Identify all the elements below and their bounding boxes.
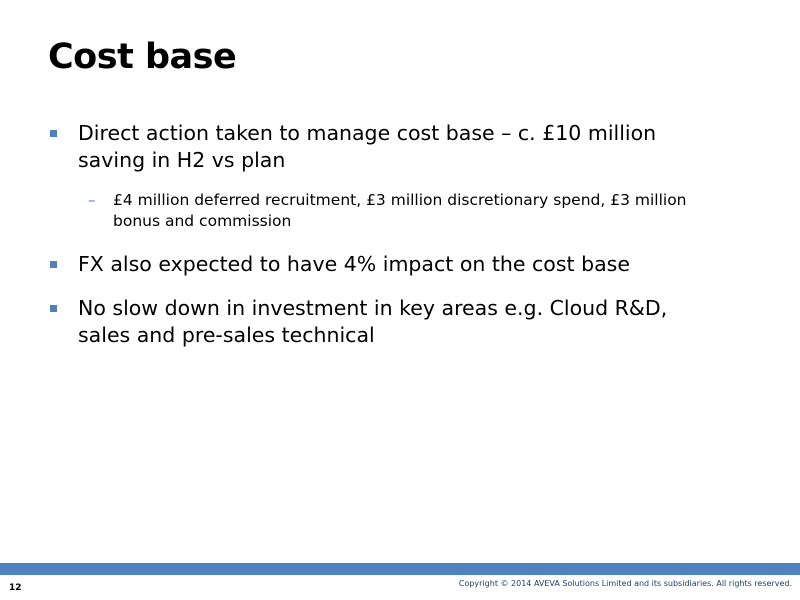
footer-bar xyxy=(0,563,800,575)
square-bullet-icon xyxy=(50,130,57,137)
bullet-text: No slow down in investment in key areas e.g. Cloud R&D, sales and pre-sales technical xyxy=(78,296,668,347)
square-bullet-icon xyxy=(50,305,57,312)
page-number: 12 xyxy=(9,583,22,593)
copyright-notice: Copyright © 2014 AVEVA Solutions Limited and its subsidiaries. All rights reserved. xyxy=(458,579,792,588)
bullet-text: FX also expected to have 4% impact on the cost base xyxy=(78,252,630,276)
sub-bullet-text: £4 million deferred recruitment, £3 million discretionary spend, £3 million bonus and commission xyxy=(113,191,687,230)
bullet-text: Direct action taken to manage cost base – c. £10 million saving in H2 vs plan xyxy=(78,121,657,172)
square-bullet-icon xyxy=(50,261,57,268)
slide-title: Cost base xyxy=(48,37,237,77)
dash-bullet-icon: – xyxy=(88,191,96,209)
